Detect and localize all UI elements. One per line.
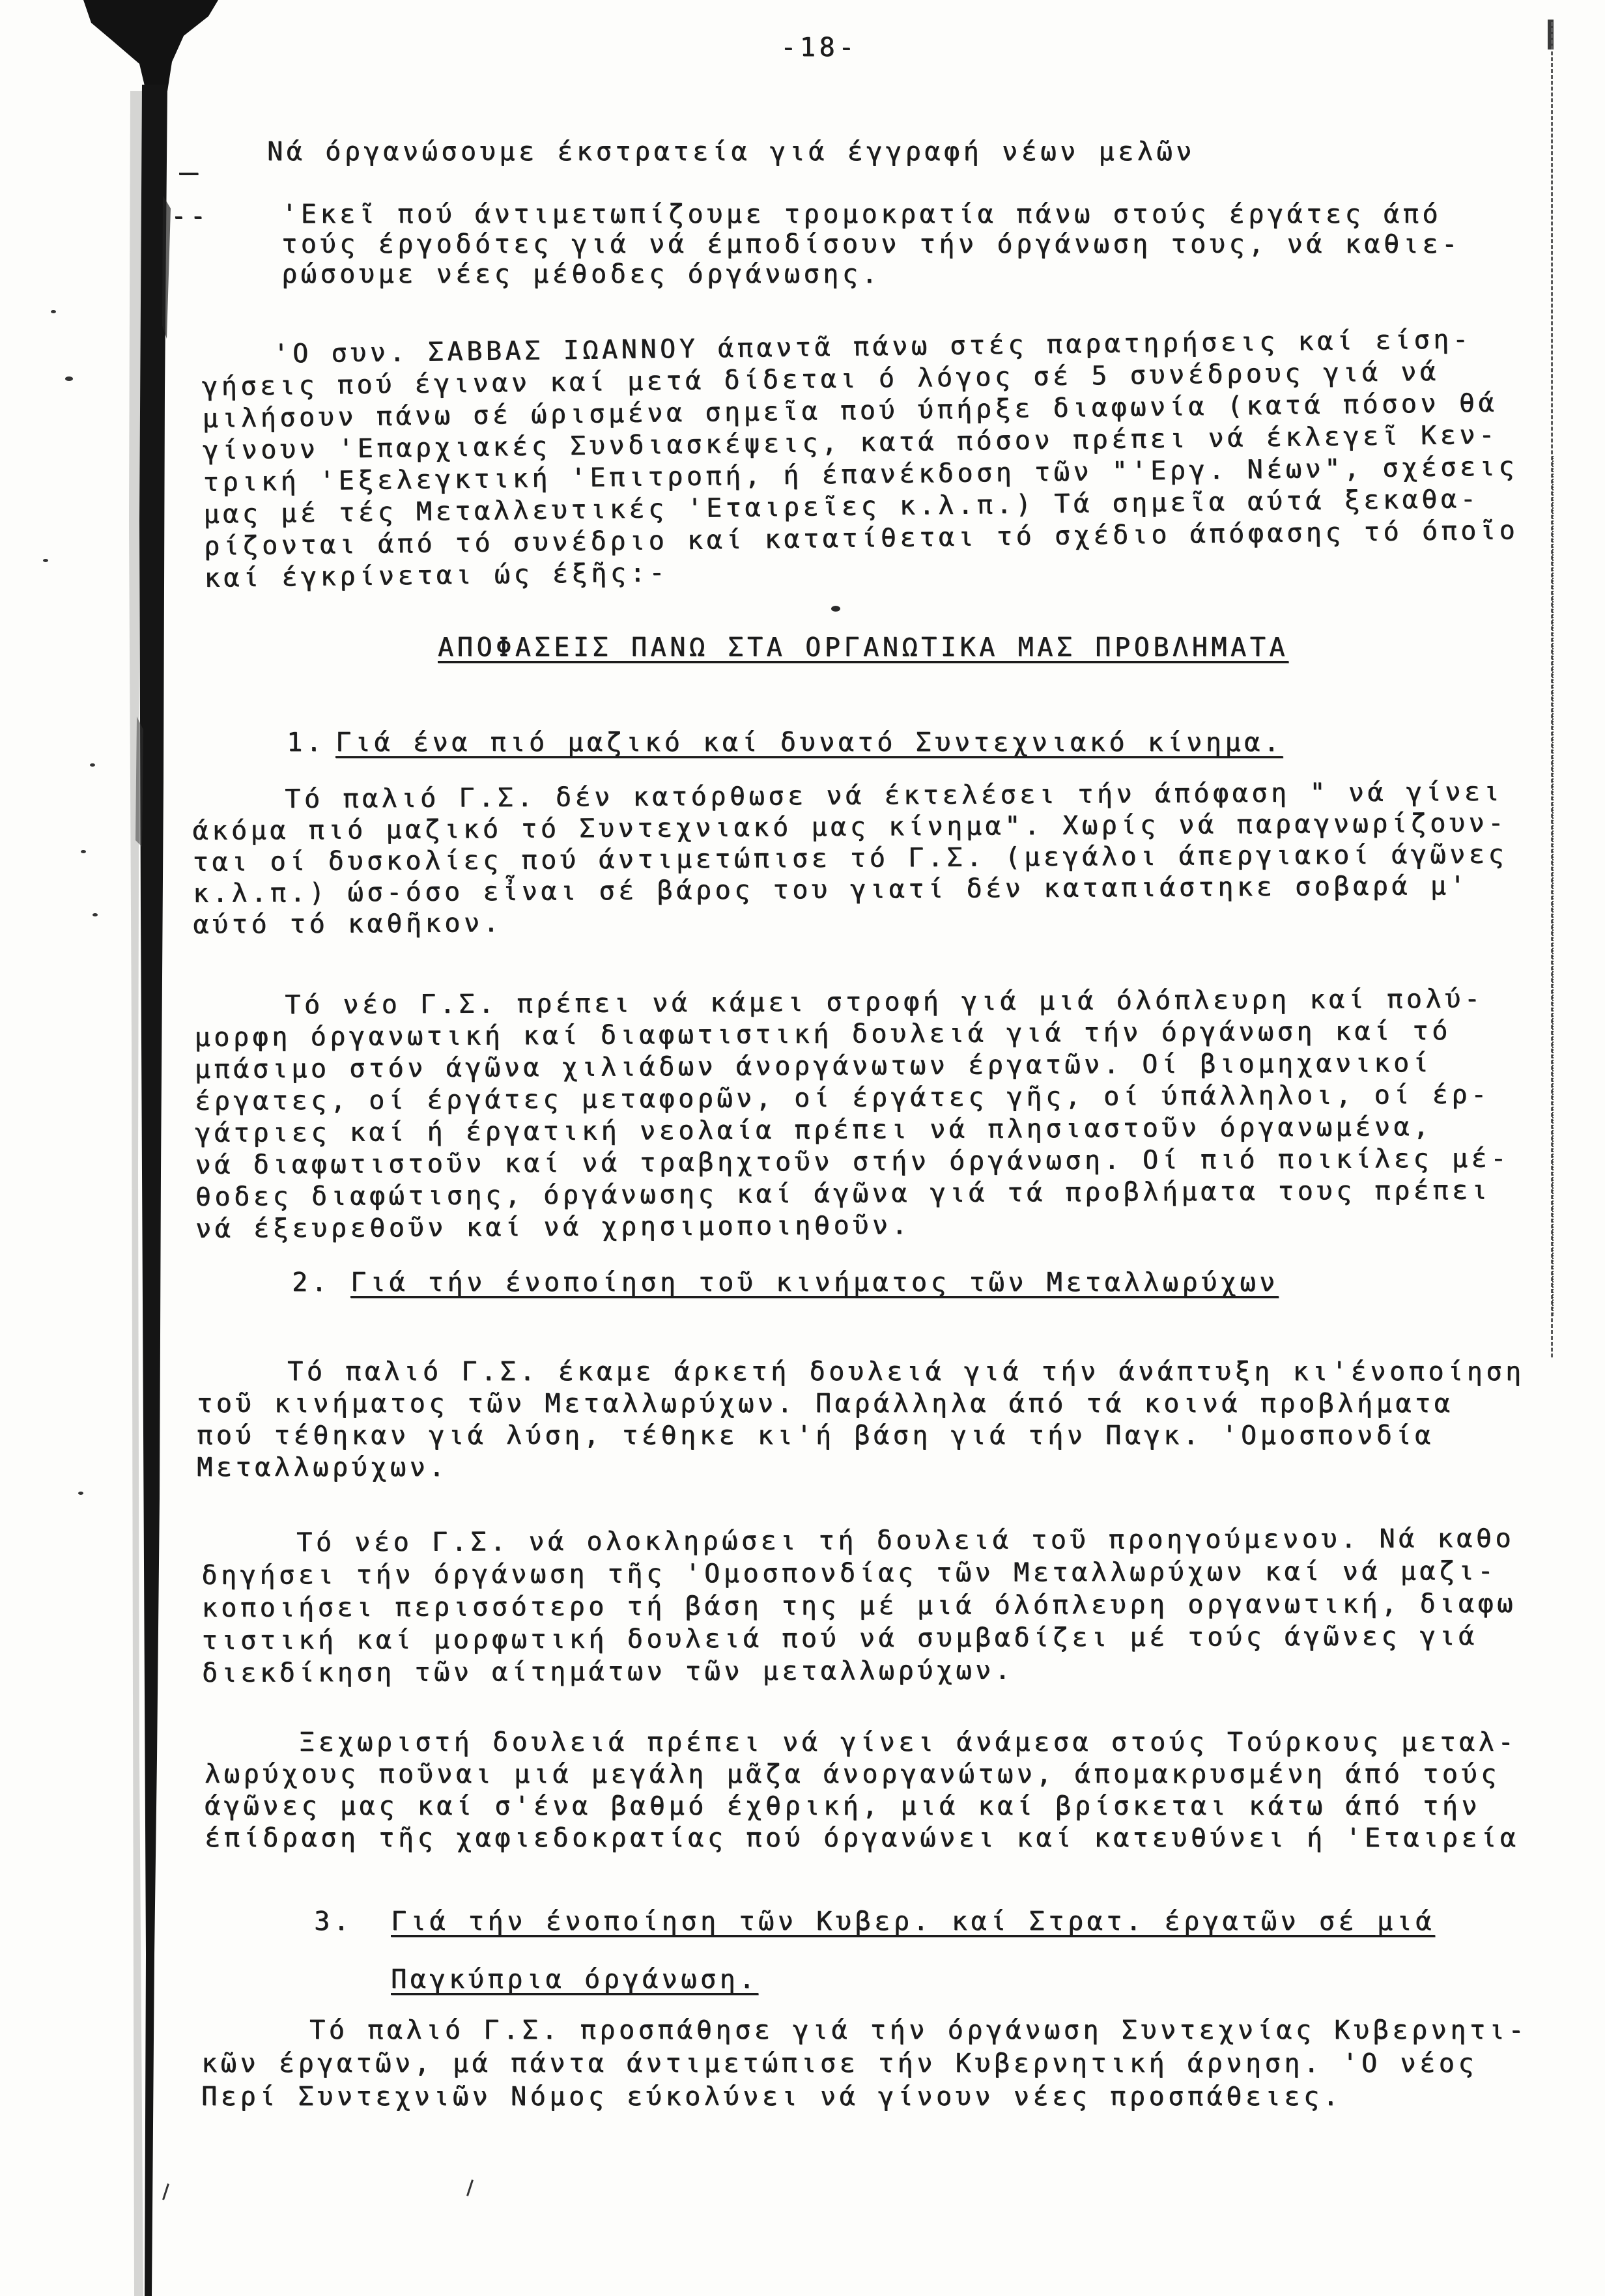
bullet-mark: — (179, 154, 198, 190)
bullet-text: Νά όργανώσουμε έκστρατεία γιά έγγραφή νέων μελῶν (267, 137, 1195, 167)
section-title: Γιά ένα πιό μαζικό καί δυνατό Συντεχνιακό κίνημα. (335, 728, 1283, 758)
page-number: -18- (780, 33, 858, 63)
margin-speck (65, 376, 73, 381)
margin-speck (81, 850, 86, 853)
section-paragraph: Τό παλιό Γ.Σ. έκαμε άρκετή δουλειά γιά τήν άνάπτυξη κι'ένοποίηση τοῦ κινήματος τῶν Μεταλλωρύχων. Παράλληλα άπό τά κοινά προβλήματα πού τέθηκαν γιά λύση, τέθηκε κι'ή βάση γιά τήν Παγκ. 'Ομοσπονδία Μεταλλωρύχων. (197, 1357, 1525, 1482)
section-paragraph: Τό νέο Γ.Σ. νά ολοκληρώσει τή δουλειά τοῦ προηγούμενου. Νά καθο δηγήσει τήν όργάνωση τῆς 'Ομοσπονδίας τῶν Μεταλλωρύχων καί νά μαζι- κοποιήσει περισσότερο τή βάση της μέ μιά όλόπλευρη οργανωτική, διαφω τιστική καί μορφωτική δουλειά πού νά συμβαδίζει μέ τούς άγῶνες γιά διεκδίκηση τῶν αίτημάτων τῶν μεταλλωρύχων. (201, 1523, 1516, 1688)
section-title-line: Γιά τήν ένοποίηση τῶν Κυβερ. καί Στρατ. έργατῶν σέ μιά (391, 1906, 1435, 1936)
section-number: 3. (314, 1906, 353, 1936)
decisions-heading: ΑΠΟΦΑΣΕΙΣ ΠΑΝΩ ΣΤΑ ΟΡΓΑΝΩΤΙΚΑ ΜΑΣ ΠΡΟΒΛΗΜΑΤΑ (438, 632, 1289, 662)
section-number: 1. (287, 728, 326, 758)
ink-blot (831, 606, 840, 612)
stray-stroke (466, 2179, 474, 2196)
section-paragraph: Τό παλιό Γ.Σ. δέν κατόρθωσε νά έκτελέσει τήν άπόφαση " νά γίνει άκόμα πιό μαζικό τό Συντεχνιακό μας κίνημα". Χωρίς νά παραγνωρίζουν- ται οί δυσκολίες πού άντιμετώπισε τό Γ.Σ. (μεγάλοι άπεργιακοί άγῶνες κ.λ.π.) ώσ-όσο εἶναι σέ βάρος του γιατί δέν καταπιάστηκε σοβαρά μ' αύτό τό καθῆκον. (192, 776, 1508, 940)
bullet-paragraph: 'Εκεῖ πού άντιμετωπίζουμε τρομοκρατία πάνω στούς έργάτες άπό τούς έργοδότες γιά νά έμποδίσουν τήν όργάνωση τους, νά καθιε- ρώσουμε νέες μέθοδες όργάνωσης. (281, 199, 1461, 289)
margin-speck (78, 1492, 83, 1495)
margin-speck (92, 913, 98, 916)
section-paragraph: Ξεχωριστή δουλειά πρέπει νά γίνει άνάμεσα στούς Τούρκους μεταλ- λωρύχους ποῦναι μιά μεγάλη μᾶζα άνοργανώτων, άπομακρυσμένη άπό τούς άγῶνες μας καί σ'ένα βαθμό έχθρική, μιά καί βρίσκεται κάτω άπό τήν έπίδραση τῆς χαφιεδοκρατίας πού όργανώνει καί κατευθύνει ή 'Εταιρεία (205, 1727, 1520, 1853)
section-paragraph: Τό παλιό Γ.Σ. προσπάθησε γιά τήν όργάνωση Συντεχνίας Κυβερνητι- κῶν έργατῶν, μά πάντα άντιμετώπισε τήν Κυβερνητική άρνηση. 'Ο νέος Περί Συντεχνιῶν Νόμος εύκολύνει νά γίνουν νέες προσπάθειες. (201, 2015, 1527, 2112)
minutes-paragraph: 'Ο συν. ΣΑΒΒΑΣ ΙΩΑΝΝΟΥ άπαντᾶ πάνω στές παρατηρήσεις καί είση- γήσεις πού έγιναν καί μετά δίδεται ό λόγος σέ 5 συνέδρους γιά νά μιλήσουν πάνω σέ ώρισμένα σημεῖα πού ύπήρξε διαφωνία (κατά πόσον θά γίνουν 'Επαρχιακές Συνδιασκέψεις, κατά πόσον πρέπει νά έκλεγεῖ Κεν- τρική 'Εξελεγκτική 'Επιτροπή, ή έπανέκδοση τῶν "'Εργ. Νέων", σχέσεις μας μέ τές Μεταλλευτικές 'Εταιρεῖες κ.λ.π.) Τά σημεῖα αύτά ξεκαθα- ρίζονται άπό τό συνέδριο καί κατατίθεται τό σχέδιο άπόφασης τό όποῖο καί έγκρίνεται ώς έξῆς:- (201, 324, 1519, 593)
section-title-line: Παγκύπρια όργάνωση. (391, 1964, 758, 1994)
margin-speck (43, 559, 48, 562)
section-paragraph: Τό νέο Γ.Σ. πρέπει νά κάμει στροφή γιά μιά όλόπλευρη καί πολύ- μορφη όργανωτική καί διαφωτιστική δουλειά γιά τήν όργάνωση καί τό μπάσιμο στόν άγῶνα χιλιάδων άνοργάνωτων έργατῶν. Οί βιομηχανικοί έργατες, οί έργάτες μεταφορῶν, οί έργάτες γῆς, οί ύπάλληλοι, οί έρ- γάτριες καί ή έργατική νεολαία πρέπει νά πλησιαστοῦν όργανωμένα, νά διαφωτιστοῦν καί νά τραβηχτοῦν στήν όργάνωση. Οί πιό ποικίλες μέ- θοδες διαφώτισης, όργάνωσης καί άγῶνα γιά τά προβλήματα τους πρέπει νά έξευρεθοῦν καί νά χρησιμοποιηθοῦν. (194, 984, 1510, 1244)
margin-speck (51, 310, 56, 313)
section-title: Γιά τήν ένοποίηση τοῦ κινήματος τῶν Μεταλλωρύχων (350, 1268, 1279, 1297)
scan-edge-dots (1552, 456, 1554, 1316)
bullet-mark: -- (171, 201, 210, 231)
margin-speck (90, 763, 95, 767)
section-number: 2. (292, 1268, 331, 1297)
